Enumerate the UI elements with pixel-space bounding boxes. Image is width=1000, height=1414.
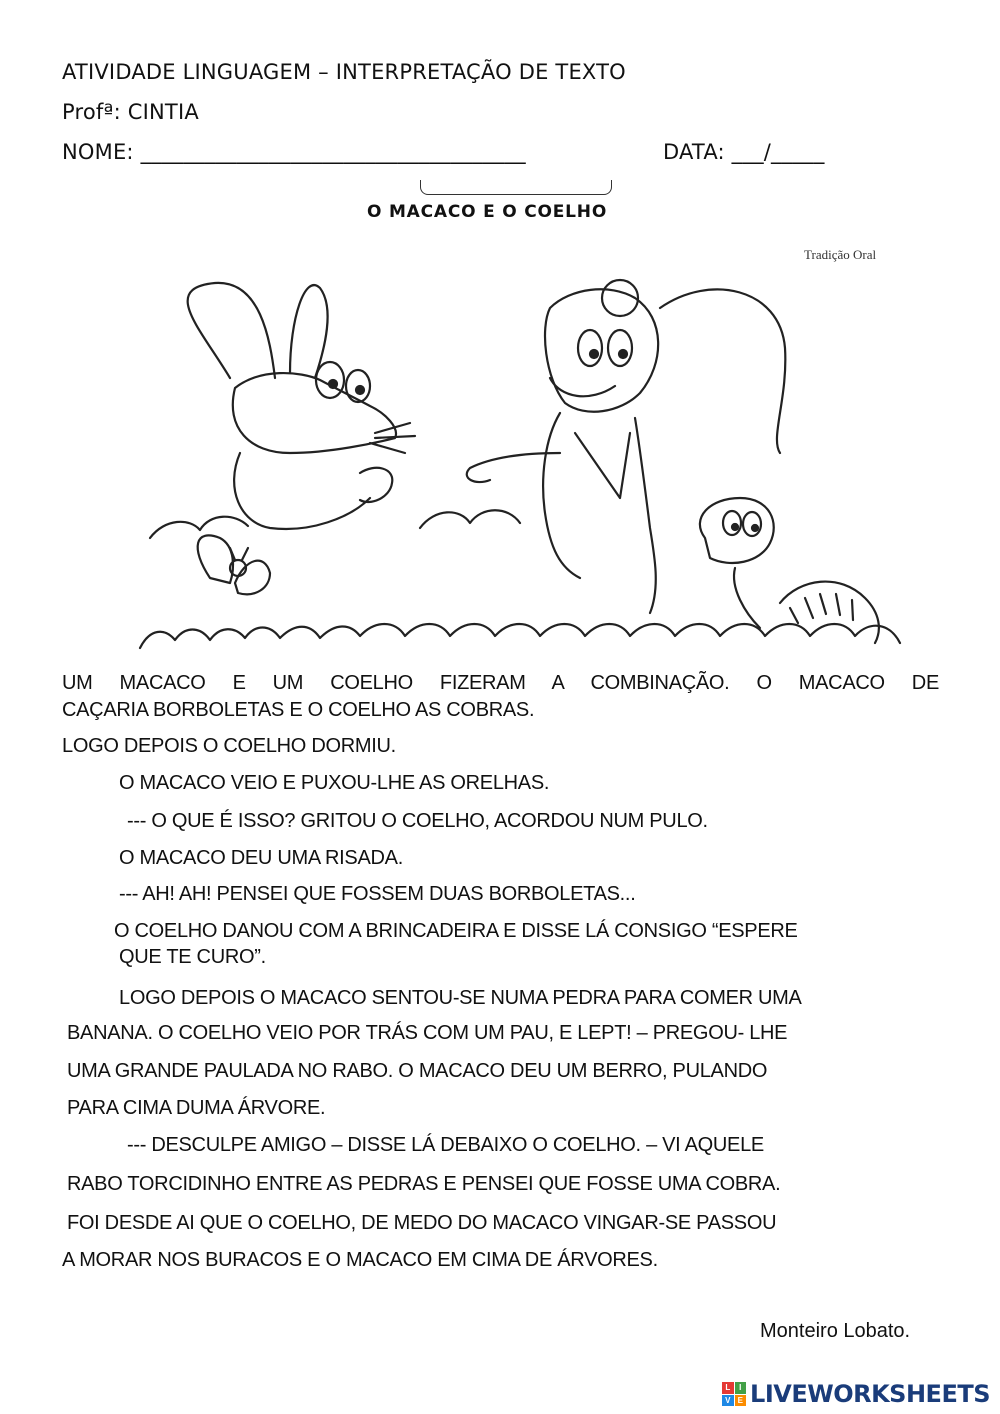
author-credit: Monteiro Lobato. — [760, 1320, 911, 1342]
paragraph-line: O MACACO DEU UMA RISADA. — [119, 847, 403, 869]
story-title: O MACACO E O COELHO — [367, 202, 608, 222]
story-credit: Tradição Oral — [804, 247, 877, 262]
paragraph-line: RABO TORCIDINHO ENTRE AS PEDRAS E PENSEI QUE FOSSE UMA COBRA. — [67, 1173, 781, 1195]
teacher-label: Profª: CINTIA — [62, 100, 199, 124]
paragraph-line: QUE TE CURO”. — [119, 946, 266, 968]
paragraph-line: --- AH! AH! PENSEI QUE FOSSEM DUAS BORBOLETAS... — [119, 883, 636, 905]
paragraph-line: --- O QUE É ISSO? GRITOU O COELHO, ACORDOU NUM PULO. — [127, 810, 708, 832]
paragraph-line: BANANA. O COELHO VEIO POR TRÁS COM UM PAU, E LEPT! – PREGOU- LHE — [67, 1022, 788, 1044]
paragraph-line: A MORAR NOS BURACOS E O MACACO EM CIMA DE ÁRVORES. — [62, 1249, 658, 1271]
paragraph-line: O MACACO VEIO E PUXOU-LHE AS ORELHAS. — [119, 772, 550, 794]
paragraph-line: LOGO DEPOIS O MACACO SENTOU-SE NUMA PEDRA PARA COMER UMA — [119, 987, 802, 1009]
paragraph-line: UMA GRANDE PAULADA NO RABO. O MACACO DEU UM BERRO, PULANDO — [67, 1060, 768, 1082]
paragraph-line: UM MACACO E UM COELHO FIZERAM A COMBINAÇÃO. O MACACO DE — [62, 672, 939, 694]
paragraph-line: O COELHO DANOU COM A BRINCADEIRA E DISSE LÁ CONSIGO “ESPERE — [114, 920, 798, 942]
date-field[interactable]: DATA: ___/_____ — [663, 140, 825, 164]
paragraph-line: CAÇARIA BORBOLETAS E O COELHO AS COBRAS. — [62, 699, 535, 721]
snake-illustration — [700, 498, 879, 643]
paragraph-line: LOGO DEPOIS O COELHO DORMIU. — [62, 735, 396, 757]
name-field[interactable]: NOME: ____________________________________ — [62, 140, 526, 164]
brand-name: LIVEWORKSHEETS — [750, 1380, 990, 1408]
rabbit-illustration — [188, 283, 415, 529]
title-ribbon — [420, 180, 612, 195]
butterfly-illustration — [198, 535, 270, 594]
activity-title: ATIVIDADE LINGUAGEM – INTERPRETAÇÃO DE TEXTO — [62, 60, 626, 84]
paragraph-line: FOI DESDE AI QUE O COELHO, DE MEDO DO MACACO VINGAR-SE PASSOU — [67, 1212, 777, 1234]
liveworksheets-brand[interactable] — [722, 1380, 990, 1408]
paragraph-line: PARA CIMA DUMA ÁRVORE. — [67, 1097, 326, 1119]
paragraph-line: --- DESCULPE AMIGO – DISSE LÁ DEBAIXO O COELHO. – VI AQUELE — [127, 1134, 764, 1156]
liveworksheets-logo-icon: L I V E — [722, 1382, 746, 1406]
story-illustration — [120, 268, 910, 653]
